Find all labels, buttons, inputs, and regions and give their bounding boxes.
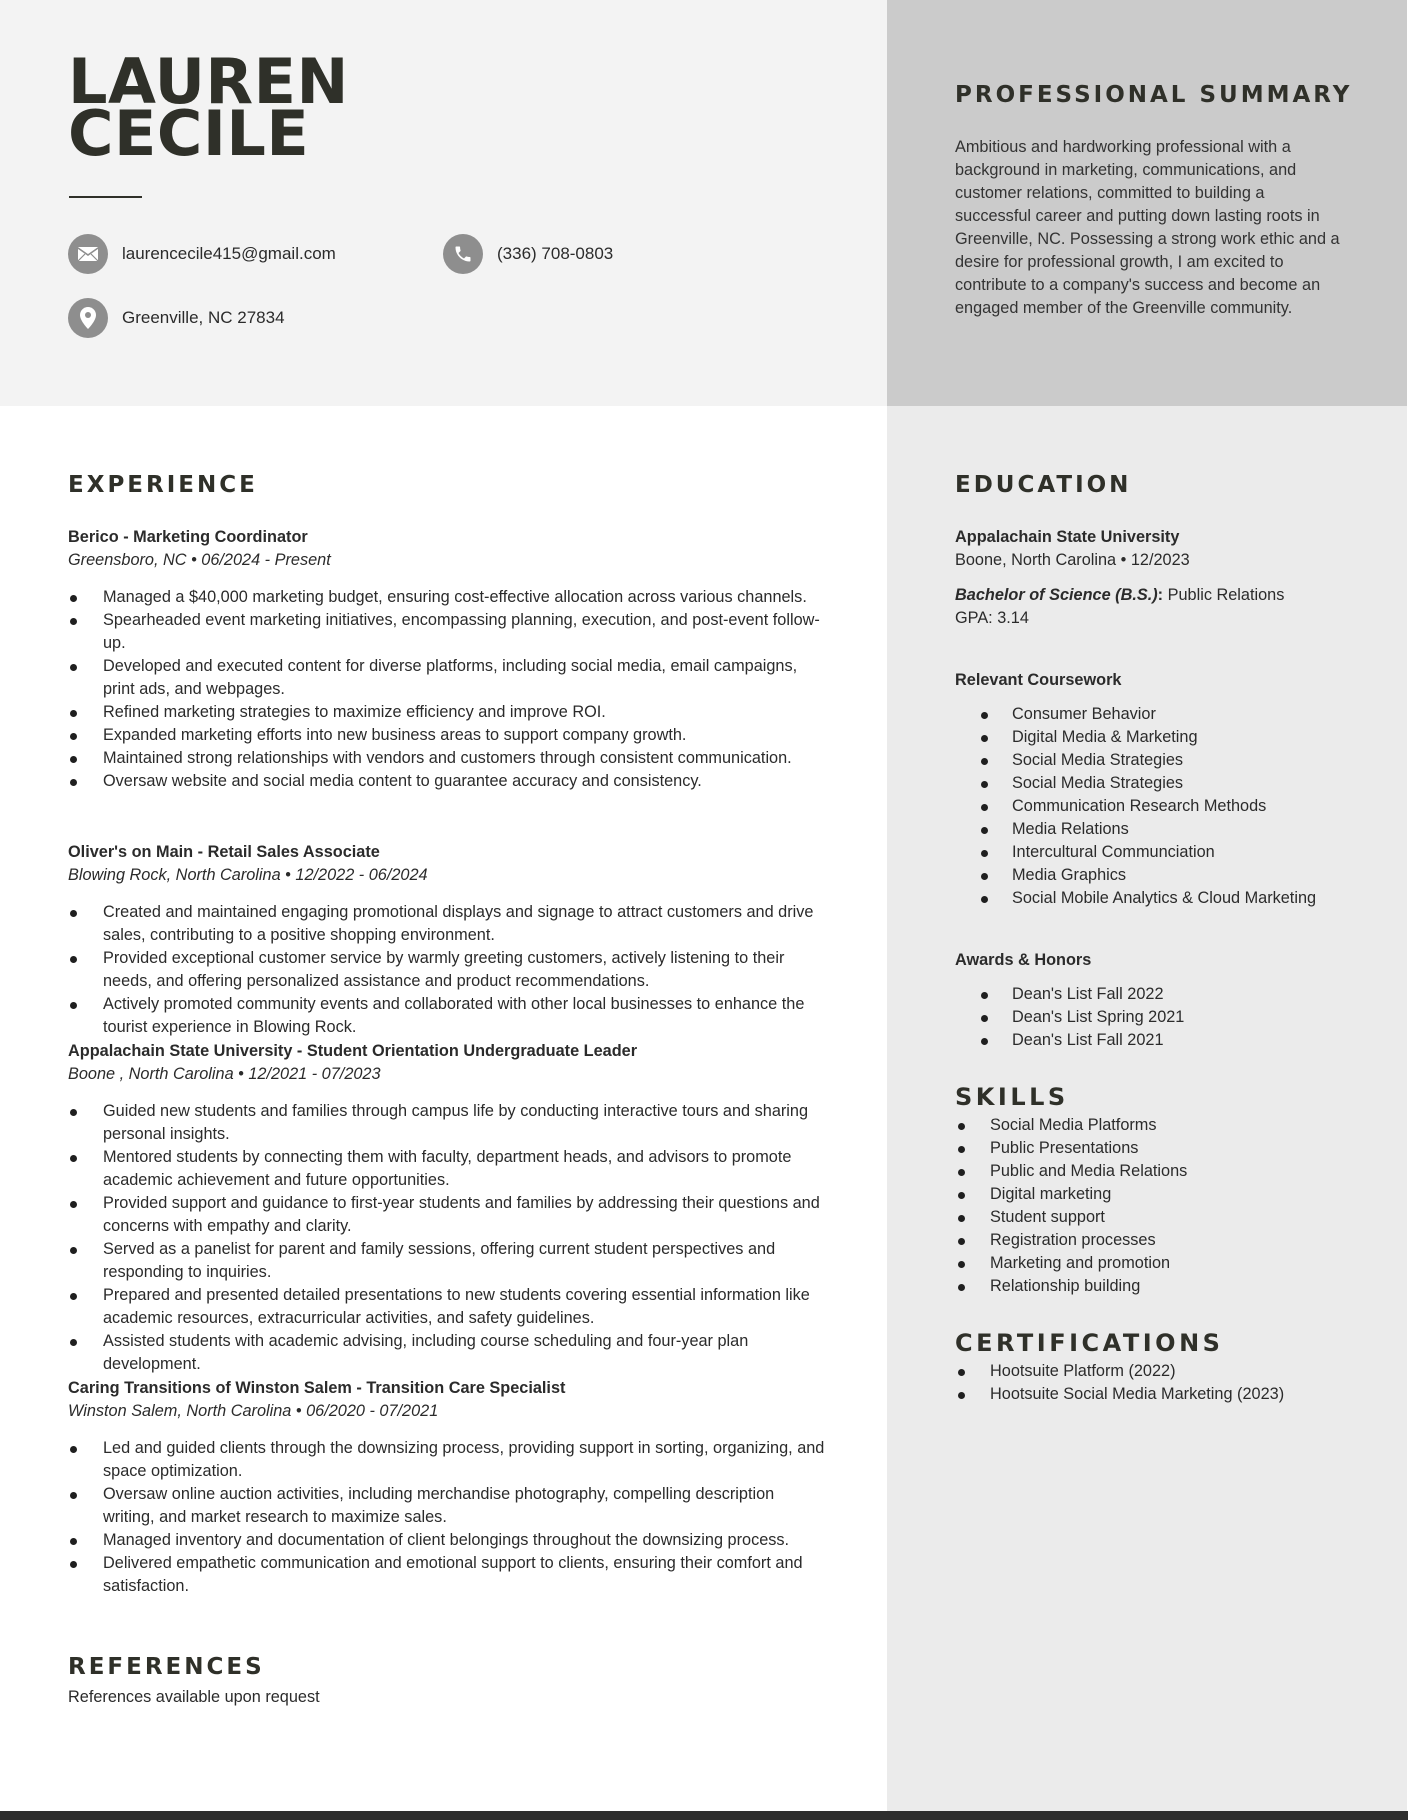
degree-name: Bachelor of Science (B.S.) bbox=[955, 586, 1158, 604]
bottom-bar bbox=[0, 1811, 1408, 1820]
list-item: Digital marketing bbox=[955, 1183, 1355, 1206]
phone-text: (336) 708-0803 bbox=[497, 244, 614, 263]
skills-section bbox=[955, 1114, 1355, 1298]
job-meta: Boone , North Carolina • 12/2021 - 07/2023 bbox=[68, 1065, 381, 1083]
list-item: Created and maintained engaging promotional displays and signage to attract customers and drive sales, contributing to a positive shopping environment. bbox=[68, 901, 828, 947]
list-item: Hootsuite Social Media Marketing (2023) bbox=[955, 1383, 1355, 1406]
location-text: Greenville, NC 27834 bbox=[122, 308, 285, 327]
awards-list bbox=[955, 983, 1355, 1052]
list-item: Refined marketing strategies to maximize efficiency and improve ROI. bbox=[68, 701, 828, 724]
job-entry bbox=[68, 1040, 828, 1376]
contact-phone bbox=[443, 234, 613, 274]
list-item: Actively promoted community events and collaborated with other local businesses to enhance the tourist experience in Blowing Rock. bbox=[68, 993, 828, 1039]
education-entry bbox=[955, 526, 1355, 630]
list-item: Dean's List Fall 2022 bbox=[955, 983, 1355, 1006]
job-bullets bbox=[68, 1100, 828, 1376]
list-item: Led and guided clients through the downsizing process, providing support in sorting, organizing, and space optimization. bbox=[68, 1437, 828, 1483]
list-item: Managed inventory and documentation of client belongings throughout the downsizing process. bbox=[68, 1529, 828, 1552]
list-item: Hootsuite Platform (2022) bbox=[955, 1360, 1355, 1383]
list-item: Communication Research Methods bbox=[955, 795, 1355, 818]
contact-location bbox=[68, 298, 285, 338]
list-item: Provided support and guidance to first-year students and families by addressing their questions and concerns with empathy and clarity. bbox=[68, 1192, 828, 1238]
summary-title: PROFESSIONAL SUMMARY bbox=[955, 82, 1353, 108]
list-item: Intercultural Communciation bbox=[955, 841, 1355, 864]
job-meta: Greensboro, NC • 06/2024 - Present bbox=[68, 551, 331, 569]
job-bullets bbox=[68, 586, 828, 793]
list-item: Managed a $40,000 marketing budget, ensuring cost-effective allocation across various channels. bbox=[68, 586, 828, 609]
job-bullets bbox=[68, 1437, 828, 1598]
school-location: Boone, North Carolina • 12/2023 bbox=[955, 551, 1190, 569]
email-text: laurencecile415@gmail.com bbox=[122, 244, 336, 263]
envelope-icon bbox=[68, 234, 108, 274]
list-item: Registration processes bbox=[955, 1229, 1355, 1252]
list-item: Oversaw online auction activities, including merchandise photography, compelling description writing, and market research to maximize sales. bbox=[68, 1483, 828, 1529]
list-item: Dean's List Fall 2021 bbox=[955, 1029, 1355, 1052]
coursework-section bbox=[955, 669, 1355, 910]
list-item: Media Graphics bbox=[955, 864, 1355, 887]
gpa: GPA: 3.14 bbox=[955, 609, 1029, 627]
list-item: Prepared and presented detailed presentations to new students covering essential information like academic resources, extracurricular activities, and safety guidelines. bbox=[68, 1284, 828, 1330]
job-title: Appalachain State University - Student Orientation Undergraduate Leader bbox=[68, 1042, 638, 1060]
certifications-section bbox=[955, 1360, 1355, 1406]
list-item: Digital Media & Marketing bbox=[955, 726, 1355, 749]
skills-title: SKILLS bbox=[955, 1083, 1069, 1111]
list-item: Dean's List Spring 2021 bbox=[955, 1006, 1355, 1029]
references-title: REFERENCES bbox=[68, 1654, 265, 1680]
list-item: Delivered empathetic communication and emotional support to clients, ensuring their comfort and satisfaction. bbox=[68, 1552, 828, 1598]
degree-line bbox=[955, 584, 1355, 607]
list-item: Relationship building bbox=[955, 1275, 1355, 1298]
list-item: Spearheaded event marketing initiatives, encompassing planning, execution, and post-event follow-up. bbox=[68, 609, 828, 655]
list-item: Assisted students with academic advising, including course scheduling and four-year plan development. bbox=[68, 1330, 828, 1376]
education-title: EDUCATION bbox=[955, 472, 1132, 498]
list-item: Social Mobile Analytics & Cloud Marketing bbox=[955, 887, 1355, 910]
list-item: Public and Media Relations bbox=[955, 1160, 1355, 1183]
summary-text: Ambitious and hardworking professional with a background in marketing, communications, and customer relations, committed to building a successful career and putting down lasting roots in Greenville, NC. Possessing a strong work ethic and a desire for professional growth, I am excited to contribute to a company's success and become an engaged member of the Greenville community. bbox=[955, 138, 1340, 317]
list-item: Provided exceptional customer service by warmly greeting customers, actively listening to their needs, and offering personalized assistance and product recommendations. bbox=[68, 947, 828, 993]
name-divider bbox=[69, 196, 142, 198]
list-item: Social Media Strategies bbox=[955, 772, 1355, 795]
awards-title: Awards & Honors bbox=[955, 951, 1092, 969]
degree-separator: : bbox=[1157, 586, 1164, 604]
job-title: Berico - Marketing Coordinator bbox=[68, 528, 308, 546]
job-title: Oliver's on Main - Retail Sales Associate bbox=[68, 843, 380, 861]
list-item: Student support bbox=[955, 1206, 1355, 1229]
candidate-name bbox=[68, 45, 349, 170]
list-item: Consumer Behavior bbox=[955, 703, 1355, 726]
list-item: Marketing and promotion bbox=[955, 1252, 1355, 1275]
list-item: Media Relations bbox=[955, 818, 1355, 841]
list-item: Mentored students by connecting them with faculty, department heads, and advisors to promote academic achievement and future opportunities. bbox=[68, 1146, 828, 1192]
job-entry bbox=[68, 526, 828, 793]
list-item: Guided new students and families through campus life by conducting interactive tours and sharing personal insights. bbox=[68, 1100, 828, 1146]
list-item: Developed and executed content for diverse platforms, including social media, email campaigns, print ads, and webpages. bbox=[68, 655, 828, 701]
job-entry bbox=[68, 1377, 828, 1598]
job-bullets bbox=[68, 901, 828, 1039]
first-name: LAUREN bbox=[68, 45, 349, 118]
list-item: Served as a panelist for parent and family sessions, offering current student perspectives and responding to inquiries. bbox=[68, 1238, 828, 1284]
location-pin-icon bbox=[68, 298, 108, 338]
coursework-title: Relevant Coursework bbox=[955, 671, 1122, 689]
experience-title: EXPERIENCE bbox=[68, 472, 258, 498]
awards-section bbox=[955, 949, 1355, 1052]
coursework-list bbox=[955, 703, 1355, 910]
certifications-title: CERTIFICATIONS bbox=[955, 1329, 1224, 1357]
job-entry bbox=[68, 841, 828, 1039]
phone-icon bbox=[443, 234, 483, 274]
certifications-list bbox=[955, 1360, 1355, 1406]
degree-major: Public Relations bbox=[1163, 586, 1285, 604]
list-item: Expanded marketing efforts into new business areas to support company growth. bbox=[68, 724, 828, 747]
list-item: Maintained strong relationships with vendors and customers through consistent communication. bbox=[68, 747, 828, 770]
job-meta: Winston Salem, North Carolina • 06/2020 - 07/2021 bbox=[68, 1402, 439, 1420]
list-item: Public Presentations bbox=[955, 1137, 1355, 1160]
contact-email bbox=[68, 234, 336, 274]
school-name: Appalachain State University bbox=[955, 528, 1180, 546]
list-item: Social Media Strategies bbox=[955, 749, 1355, 772]
list-item: Social Media Platforms bbox=[955, 1114, 1355, 1137]
last-name: CECILE bbox=[68, 97, 310, 170]
job-meta: Blowing Rock, North Carolina • 12/2022 - 06/2024 bbox=[68, 866, 428, 884]
skills-list bbox=[955, 1114, 1355, 1298]
references-text: References available upon request bbox=[68, 1688, 320, 1706]
list-item: Oversaw website and social media content to guarantee accuracy and consistency. bbox=[68, 770, 828, 793]
job-title: Caring Transitions of Winston Salem - Transition Care Specialist bbox=[68, 1379, 566, 1397]
